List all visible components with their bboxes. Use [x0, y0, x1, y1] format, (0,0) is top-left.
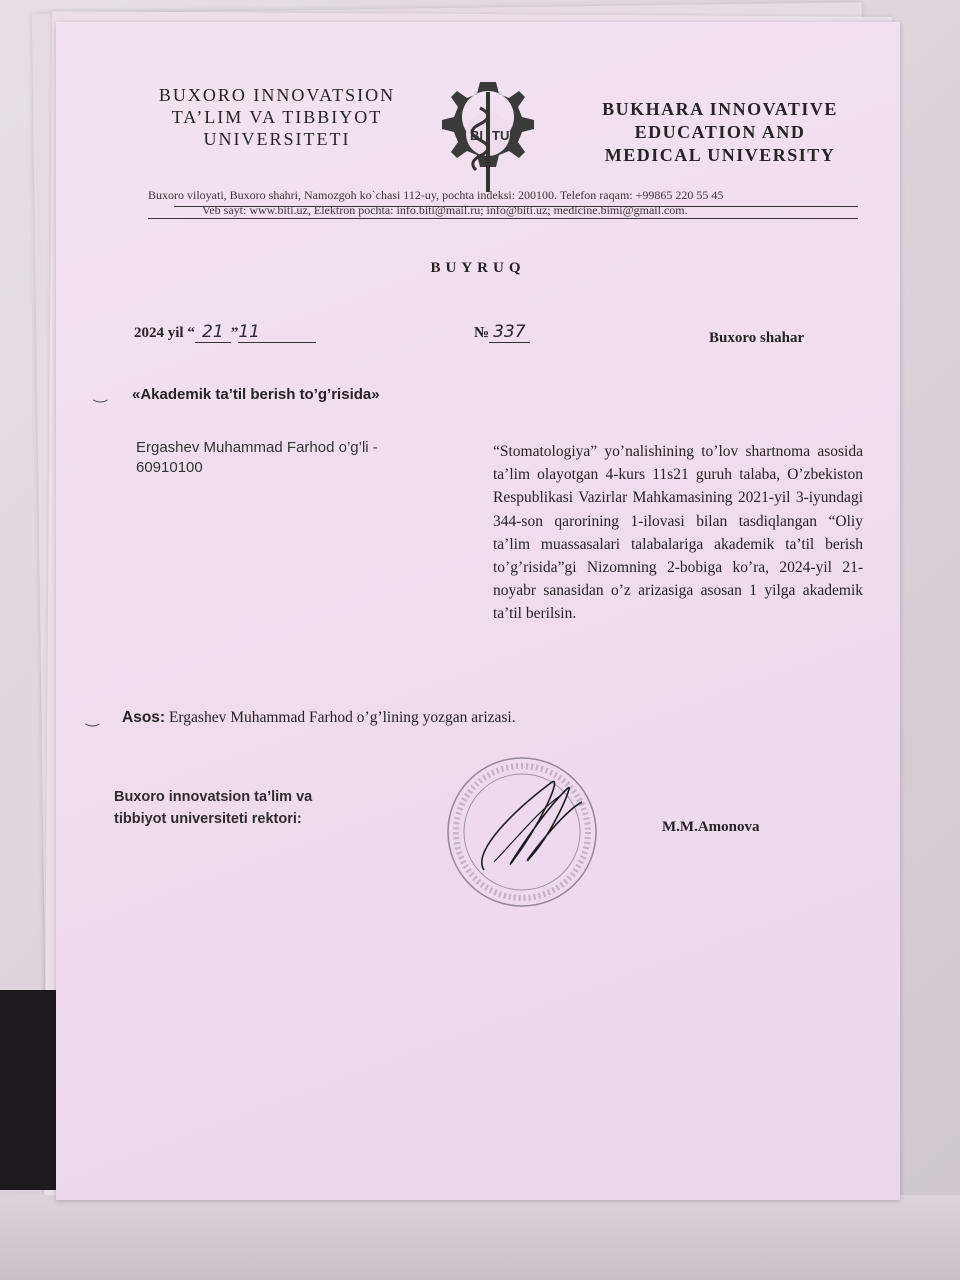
order-date — [134, 322, 316, 343]
address-line: Buxoro viloyati, Buxoro shahri, Namozgoh ko`chasi 112-uy, pochta indeksi: 200100. Telefon raqam: +99865 220 55 45 — [148, 188, 724, 202]
order-subject: «Akademik ta’til berish to’g’risida» — [132, 386, 380, 403]
order-basis — [122, 709, 516, 727]
order-body: “Stomatologiya” yo’nalishining to’lov shartnoma asosida ta’lim olayotgan 4-kurs 11s21 guruh talaba, O’zbekiston Respublikasi Vazirlar Mahkamasining 2021-yil 3-iyundagi 344-son qarorining 1-ilovasi bilan tasdiqlangan “Oliy ta’lim muassasalari talabalariga akademik ta’til berish to’g’risida”gi Nizomning 2-bobiga ko’ra, 2024-yil 21-noyabr sanasidan o’z arizasiga asosan 1 yilga akademik ta’til berilsin. — [493, 443, 863, 623]
web-line: Veb sayt: www.biti.uz, Elektron pochta: info.biti@mail.ru; info@biti.uz; medicine.bimi@gmail.com. — [202, 203, 688, 217]
university-logo-icon — [424, 78, 552, 198]
basis-label: Asos: — [122, 709, 166, 726]
header-right-line: BUKHARA INNOVATIVE — [602, 99, 838, 119]
basis-text: Ergashev Muhammad Farhod o’g’lining yozgan arizasi. — [165, 709, 516, 726]
date-day: 21 — [195, 322, 231, 343]
date-month: 11 — [238, 322, 316, 343]
desk-shadow — [0, 990, 60, 1190]
header-rule-bottom — [148, 218, 858, 219]
order-city: Buxoro shahar — [709, 330, 805, 346]
signature-icon — [482, 781, 582, 870]
header-right-en — [584, 98, 856, 167]
header-rule — [174, 206, 858, 207]
signer-title-line: Buxoro innovatsion ta’lim va — [114, 789, 313, 805]
signer-title — [114, 786, 312, 830]
header-right-line: MEDICAL UNIVERSITY — [604, 145, 836, 165]
student-name: Ergashev Muhammad Farhod o’g’li - 60910100 — [136, 439, 378, 476]
order-number — [474, 322, 530, 342]
number-sign: № — [474, 325, 490, 341]
document-title: BUYRUQ — [430, 260, 526, 276]
header-left-line: BUXORO INNOVATSION — [158, 85, 396, 105]
logo-text-left: BI — [470, 128, 483, 143]
header-right-line: EDUCATION AND — [634, 122, 806, 142]
check-mark-icon: ‿ — [94, 386, 107, 403]
header-left-line: UNIVERSITETI — [203, 129, 351, 149]
seal-stamp-icon — [442, 752, 602, 912]
signer-name: M.M.Amonova — [662, 819, 760, 835]
header-left-line: TA’LIM VA TIBBIYOT — [171, 107, 383, 127]
desk-surface — [0, 1195, 960, 1280]
document-page — [56, 22, 900, 1200]
check-mark-icon: ‿ — [86, 710, 99, 727]
number-value: 337 — [489, 322, 529, 343]
logo-text-right: TU — [492, 128, 510, 143]
date-prefix: 2024 yil “ — [134, 325, 195, 341]
header-left-uz — [142, 84, 412, 150]
signer-title-line: tibbiyot universiteti rektori: — [114, 811, 302, 827]
date-quote: ” — [230, 325, 239, 341]
contact-block — [146, 188, 856, 218]
